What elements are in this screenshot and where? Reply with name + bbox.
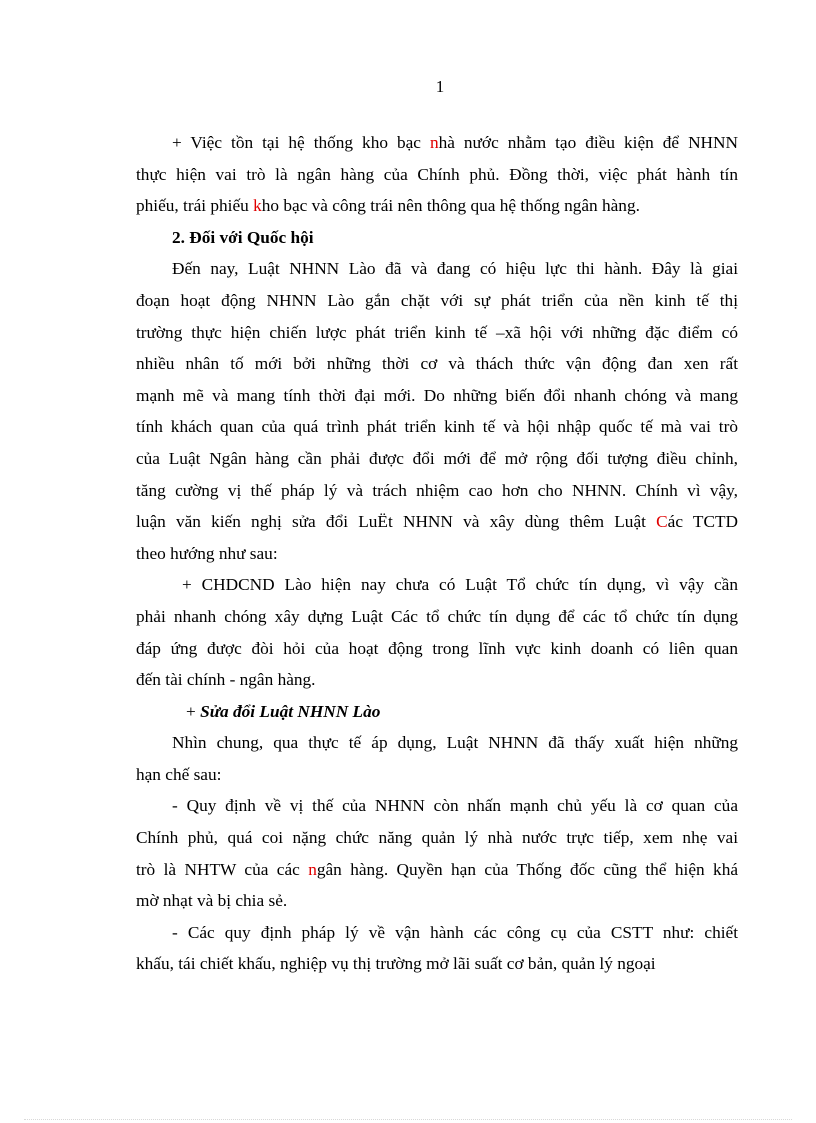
text-run: đoạn hoạt động NHNN Lào gắn chặt với sự phát triển của nền kinh tế thị xyxy=(136,290,738,310)
text-run: + xyxy=(186,701,201,721)
text-line xyxy=(136,759,738,791)
text-line xyxy=(136,190,738,222)
text-line xyxy=(136,569,738,601)
text-line xyxy=(136,348,738,380)
text-line xyxy=(136,790,738,822)
text-run: ho bạc và công trái nên thông qua hệ thống ngân hàng. xyxy=(261,196,640,216)
text-line xyxy=(136,380,738,412)
text-run: mờ nhạt và bị chia sẻ. xyxy=(136,891,288,911)
text-run: tính khách quan của quá trình phát triển kinh tế và hội nhập quốc tế mà vai trò xyxy=(136,417,738,437)
text-run: khấu, tái chiết khấu, nghiệp vụ thị trường mở lãi suất cơ bản, quản lý ngoại xyxy=(136,954,656,974)
text-run: trò là NHTW của các xyxy=(136,859,309,879)
text-run: tăng cường vị thế pháp lý và trách nhiệm cao hơn cho NHNN. Chính vì vậy, xyxy=(136,480,738,500)
text-line xyxy=(136,538,738,570)
text-run: trường thực hiện chiến lược phát triển kinh tế –xã hội với những đặc điểm có xyxy=(136,322,738,342)
text-line xyxy=(136,285,738,317)
text-run: của Luật Ngân hàng cần phải được đổi mới để mở rộng đối tượng điều chỉnh, xyxy=(136,448,738,468)
text-run: - Các quy định pháp lý về vận hành các công cụ của CSTT như: chiết xyxy=(172,922,738,942)
text-line xyxy=(136,727,738,759)
text-line xyxy=(136,664,738,696)
text-line xyxy=(136,253,738,285)
text-run: thực hiện vai trò là ngân hàng của Chính phủ. Đồng thời, việc phát hành tín xyxy=(136,164,738,184)
text-line xyxy=(136,885,738,917)
text-run: mạnh mẽ và mang tính thời đại mới. Do những biến đổi nhanh chóng và mang xyxy=(136,385,738,405)
highlighted-letter: n xyxy=(429,133,439,152)
text-run: đến tài chính - ngân hàng. xyxy=(136,670,316,690)
text-run: phiếu, trái phiếu xyxy=(136,196,254,216)
text-line xyxy=(136,633,738,665)
text-line xyxy=(136,127,738,159)
text-run: 2. Đối với Quốc hội xyxy=(172,227,314,247)
text-run: gân hàng. Quyền hạn của Thống đốc cũng thể hiện khá xyxy=(316,859,738,879)
text-run: + CHDCND Lào hiện nay chưa có Luật Tổ chức tín dụng, vì vậy cần xyxy=(182,575,738,595)
text-line xyxy=(136,917,738,949)
text-run: - Quy định về vị thế của NHNN còn nhấn mạnh chủ yếu là cơ quan của xyxy=(172,796,738,816)
text-run: theo hướng như sau: xyxy=(136,543,278,563)
highlighted-letter: C xyxy=(656,512,668,532)
text-line xyxy=(136,159,738,191)
text-run: Nhìn chung, qua thực tế áp dụng, Luật NHNN đã thấy xuất hiện những xyxy=(172,733,738,753)
section-heading-text: Sửa đổi Luật NHNN Lào xyxy=(200,701,381,721)
page-number: 1 xyxy=(435,77,445,96)
text-run: Đến nay, Luật NHNN Lào đã và đang có hiệu lực thi hành. Đây là giai xyxy=(172,259,738,279)
text-line xyxy=(136,948,738,980)
text-line xyxy=(136,222,738,254)
highlighted-letter: k xyxy=(253,196,262,216)
text-line xyxy=(136,317,738,349)
text-line xyxy=(136,601,738,633)
text-run: phải nhanh chóng xây dựng Luật Các tổ chức tín dụng để các tổ chức tín dụng xyxy=(136,606,738,626)
text-run: Chính phủ, quá coi nặng chức năng quản lý nhà nước trực tiếp, xem nhẹ vai xyxy=(136,828,738,848)
text-line xyxy=(136,411,738,443)
text-line xyxy=(136,696,738,728)
text-line xyxy=(136,475,738,507)
text-line xyxy=(136,443,738,475)
page-bottom-divider xyxy=(24,1119,792,1120)
text-run: hà nước nhằm tạo điều kiện để NHNN xyxy=(438,133,738,152)
text-run: đáp ứng được đòi hỏi của hoạt động trong lĩnh vực kinh doanh có liên quan xyxy=(136,638,738,658)
text-run: + Việc tồn tại hệ thống kho bạc xyxy=(172,133,430,152)
text-line xyxy=(136,506,738,538)
text-run: nhiều nhân tố mới bởi những thời cơ và thách thức vận động đan xen rất xyxy=(136,354,738,374)
text-line xyxy=(136,854,738,886)
text-run: ác TCTD xyxy=(667,512,739,532)
highlighted-letter: n xyxy=(308,859,317,879)
text-run: luận văn kiến nghị sửa đổi LuËt NHNN và xây dùng thêm Luật xyxy=(136,512,657,532)
text-line xyxy=(136,822,738,854)
document-body xyxy=(136,127,738,980)
text-run: hạn chế sau: xyxy=(136,764,222,784)
